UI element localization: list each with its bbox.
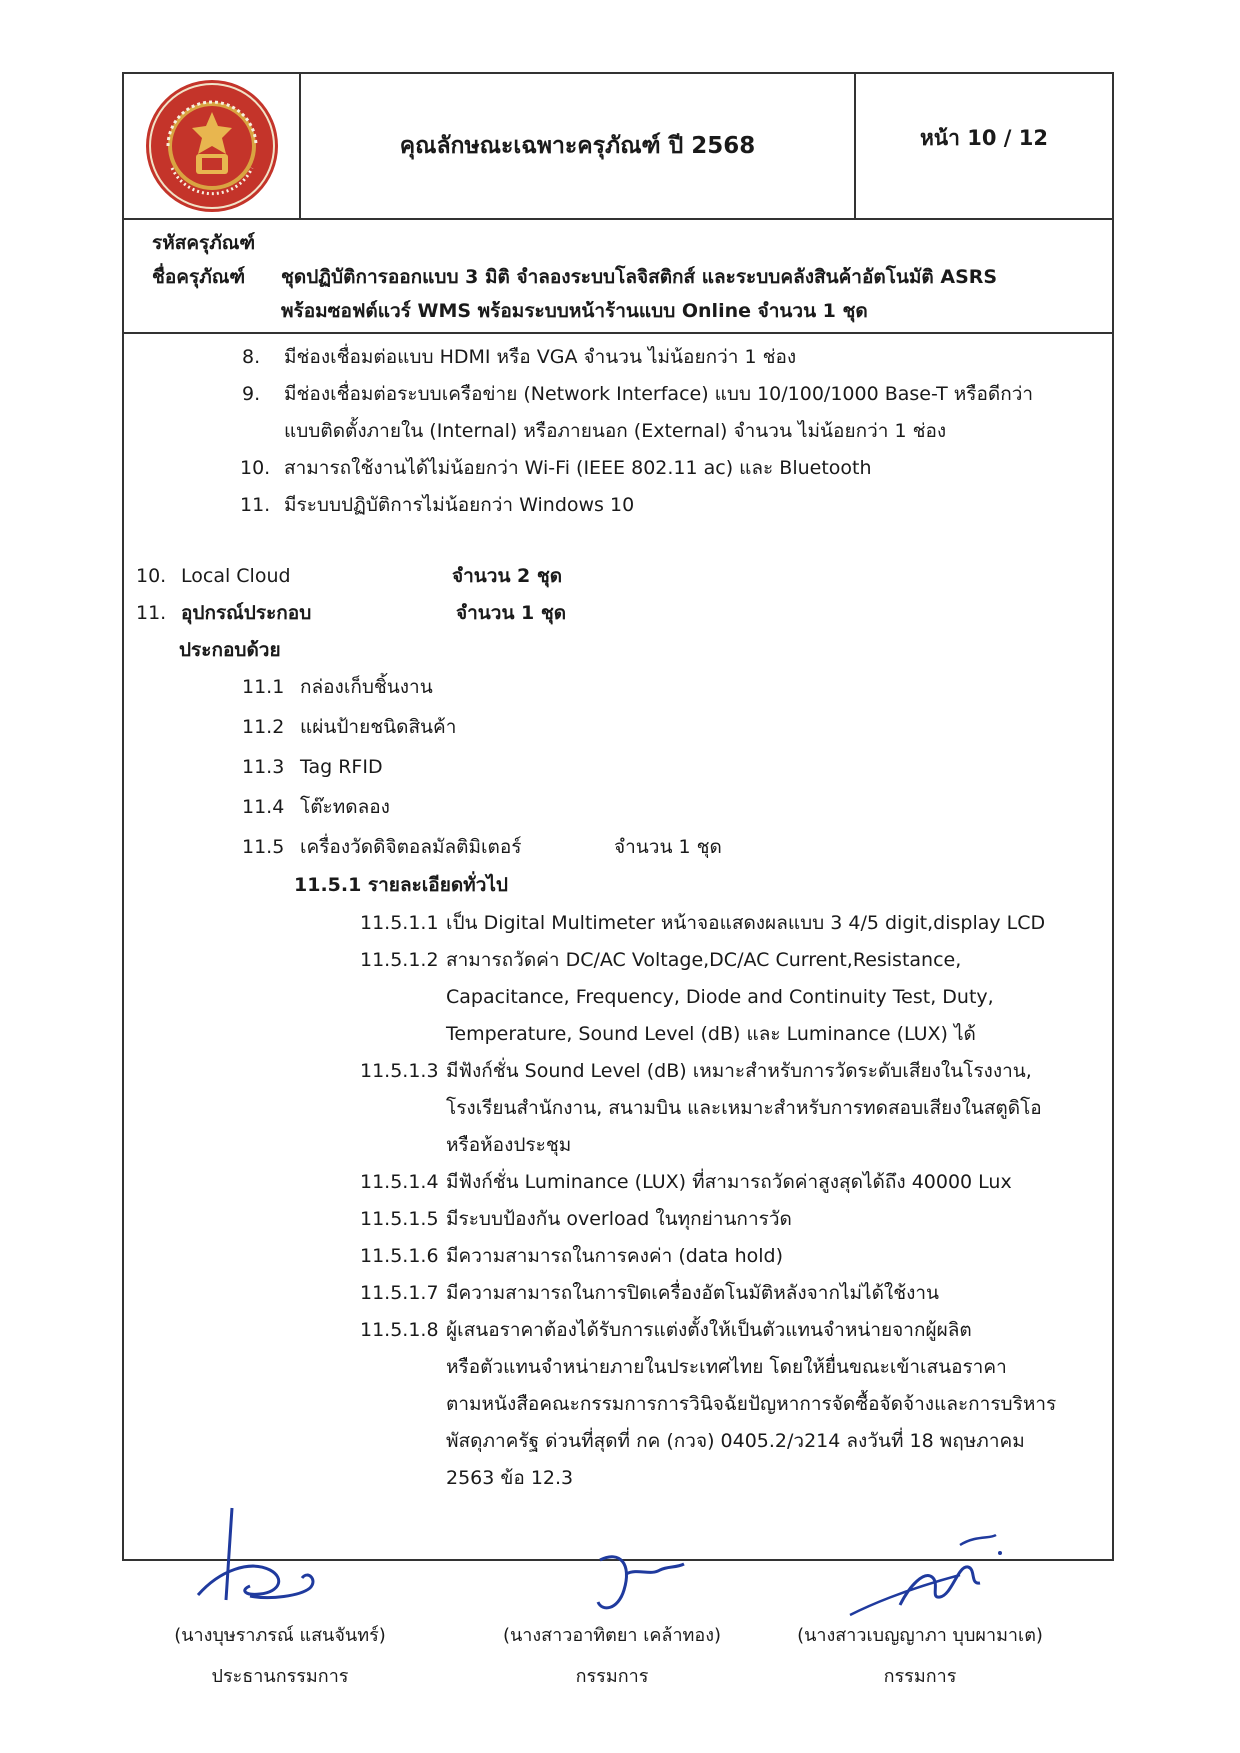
signature-3-scribble xyxy=(840,1525,1010,1625)
sub-item-label: แผ่นป้ายชนิดสินค้า xyxy=(300,716,457,738)
document-frame xyxy=(122,72,1114,1561)
sub-item-number: 11.5 xyxy=(242,836,285,858)
sub-item-number: 11.1 xyxy=(242,676,285,698)
seal-logo xyxy=(124,74,301,218)
detail-number: 11.5.1.4 xyxy=(360,1171,439,1193)
sub-item-label: เครื่องวัดดิจิตอลมัลติมิเตอร์ xyxy=(300,836,522,858)
signer-name: (นางสาวอาทิตยา เคล้าทอง) xyxy=(502,1625,722,1646)
signer-role: ประธานกรรมการ xyxy=(211,1666,349,1687)
item-number: 9. xyxy=(242,383,261,405)
consists-of-label: ประกอบด้วย xyxy=(179,639,281,661)
detail-text: สามารถวัดค่า DC/AC Voltage,DC/AC Current,Resistance, xyxy=(446,949,962,971)
content-body xyxy=(124,334,1112,1559)
name-label: ชื่อครุภัณฑ์ xyxy=(152,266,246,288)
detail-text: มีฟังก์ชั่น Luminance (LUX) ที่สามารถวัดค่าสูงสุดได้ถึง 40000 Lux xyxy=(446,1171,1012,1193)
signature-2-scribble xyxy=(580,1550,690,1630)
detail-text: พัสดุภาครัฐ ด่วนที่สุดที่ กค (กวจ) 0405.2/ว214 ลงวันที่ 18 พฤษภาคม xyxy=(446,1430,1025,1452)
detail-text: มีความสามารถในการปิดเครื่องอัตโนมัติหลังจากไม่ได้ใช้งาน xyxy=(446,1282,940,1304)
equipment-info xyxy=(124,220,1112,334)
item-text: มีช่องเชื่อมต่อระบบเครือข่าย (Network Interface) แบบ 10/100/1000 Base-T หรือดีกว่า xyxy=(284,383,1034,405)
sub-item-number: 11.4 xyxy=(242,796,285,818)
header-row xyxy=(124,74,1112,220)
detail-number: 11.5.1.6 xyxy=(360,1245,439,1267)
detail-number: 11.5.1.2 xyxy=(360,949,439,971)
detail-text: ผู้เสนอราคาต้องได้รับการแต่งตั้งให้เป็นตัวแทนจำหน่ายจากผู้ผลิต xyxy=(446,1319,972,1341)
detail-number: 11.5.1.5 xyxy=(360,1208,439,1230)
section-number: 10. xyxy=(136,565,167,587)
signature-1-scribble xyxy=(190,1500,350,1610)
item-number: 10. xyxy=(240,457,271,479)
section-qty: จำนวน 2 ชุด xyxy=(452,565,563,587)
sub-item-label: กล่องเก็บชิ้นงาน xyxy=(300,676,433,698)
detail-number: 11.5.1.8 xyxy=(360,1319,439,1341)
detail-text: มีฟังก์ชั่น Sound Level (dB) เหมาะสำหรับการวัดระดับเสียงในโรงงาน, xyxy=(446,1060,1032,1082)
document-title: คุณลักษณะเฉพาะครุภัณฑ์ ปี 2568 xyxy=(301,74,856,218)
section-qty: จำนวน 1 ชุด xyxy=(456,602,567,624)
detail-text: มีระบบป้องกัน overload ในทุกย่านการวัด xyxy=(446,1208,792,1230)
section-label: Local Cloud xyxy=(181,565,291,587)
detail-text: เป็น Digital Multimeter หน้าจอแสดงผลแบบ 3 4/5 digit,display LCD xyxy=(446,912,1046,934)
seal-icon xyxy=(142,76,282,216)
section-label: อุปกรณ์ประกอบ xyxy=(181,602,312,624)
sub-item-label: Tag RFID xyxy=(300,756,383,778)
sub-item-number: 11.3 xyxy=(242,756,285,778)
item-number: 8. xyxy=(242,346,261,368)
detail-text: Temperature, Sound Level (dB) และ Luminance (LUX) ได้ xyxy=(446,1023,976,1045)
detail-number: 11.5.1.1 xyxy=(360,912,439,934)
sub-item-qty: จำนวน 1 ชุด xyxy=(614,836,722,858)
equipment-name-line2: พร้อมซอฟต์แวร์ WMS พร้อมระบบหน้าร้านแบบ Online จำนวน 1 ชุด xyxy=(281,300,868,322)
detail-text: Capacitance, Frequency, Diode and Continuity Test, Duty, xyxy=(446,986,994,1008)
equipment-name-line1: ชุดปฏิบัติการออกแบบ 3 มิติ จำลองระบบโลจิสติกส์ และระบบคลังสินค้าอัตโนมัติ ASRS xyxy=(281,266,998,288)
sub-item-label: โต๊ะทดลอง xyxy=(300,796,390,818)
item-text: สามารถใช้งานได้ไม่น้อยกว่า Wi-Fi (IEEE 802.11 ac) และ Bluetooth xyxy=(284,457,872,479)
detail-text: หรือห้องประชุม xyxy=(446,1134,572,1156)
signature-block-member-1 xyxy=(492,1620,732,1690)
detail-text: 2563 ข้อ 12.3 xyxy=(446,1467,574,1489)
detail-number: 11.5.1.7 xyxy=(360,1282,439,1304)
detail-text: มีความสามารถในการคงค่า (data hold) xyxy=(446,1245,783,1267)
item-text: มีช่องเชื่อมต่อแบบ HDMI หรือ VGA จำนวน ไม่น้อยกว่า 1 ช่อง xyxy=(284,346,797,368)
signer-name: (นางบุษราภรณ์ แสนจันทร์) xyxy=(174,1625,386,1646)
signer-role: กรรมการ xyxy=(575,1666,649,1687)
signature-block-chair xyxy=(160,1620,400,1690)
signer-name: (นางสาวเบญญาภา บุบผามาเต) xyxy=(797,1625,1043,1646)
detail-heading: 11.5.1 รายละเอียดทั่วไป xyxy=(294,874,508,896)
signature-block-member-2 xyxy=(790,1620,1050,1690)
signer-role: กรรมการ xyxy=(883,1666,957,1687)
item-text: มีระบบปฏิบัติการไม่น้อยกว่า Windows 10 xyxy=(284,494,635,516)
code-label: รหัสครุภัณฑ์ xyxy=(152,232,256,254)
sub-item-number: 11.2 xyxy=(242,716,285,738)
page-number: หน้า 10 / 12 xyxy=(919,126,1049,150)
item-text: แบบติดตั้งภายใน (Internal) หรือภายนอก (External) จำนวน ไม่น้อยกว่า 1 ช่อง xyxy=(284,420,947,442)
detail-number: 11.5.1.3 xyxy=(360,1060,439,1082)
detail-text: โรงเรียนสำนักงาน, สนามบิน และเหมาะสำหรับการทดสอบเสียงในสตูดิโอ xyxy=(446,1097,1042,1119)
detail-text: ตามหนังสือคณะกรรมการการวินิจฉัยปัญหาการจัดซื้อจัดจ้างและการบริหาร xyxy=(446,1393,1057,1415)
detail-text: หรือตัวแทนจำหน่ายภายในประเทศไทย โดยให้ยื่นขณะเข้าเสนอราคา xyxy=(446,1356,1007,1378)
section-number: 11. xyxy=(136,602,167,624)
item-number: 11. xyxy=(240,494,271,516)
